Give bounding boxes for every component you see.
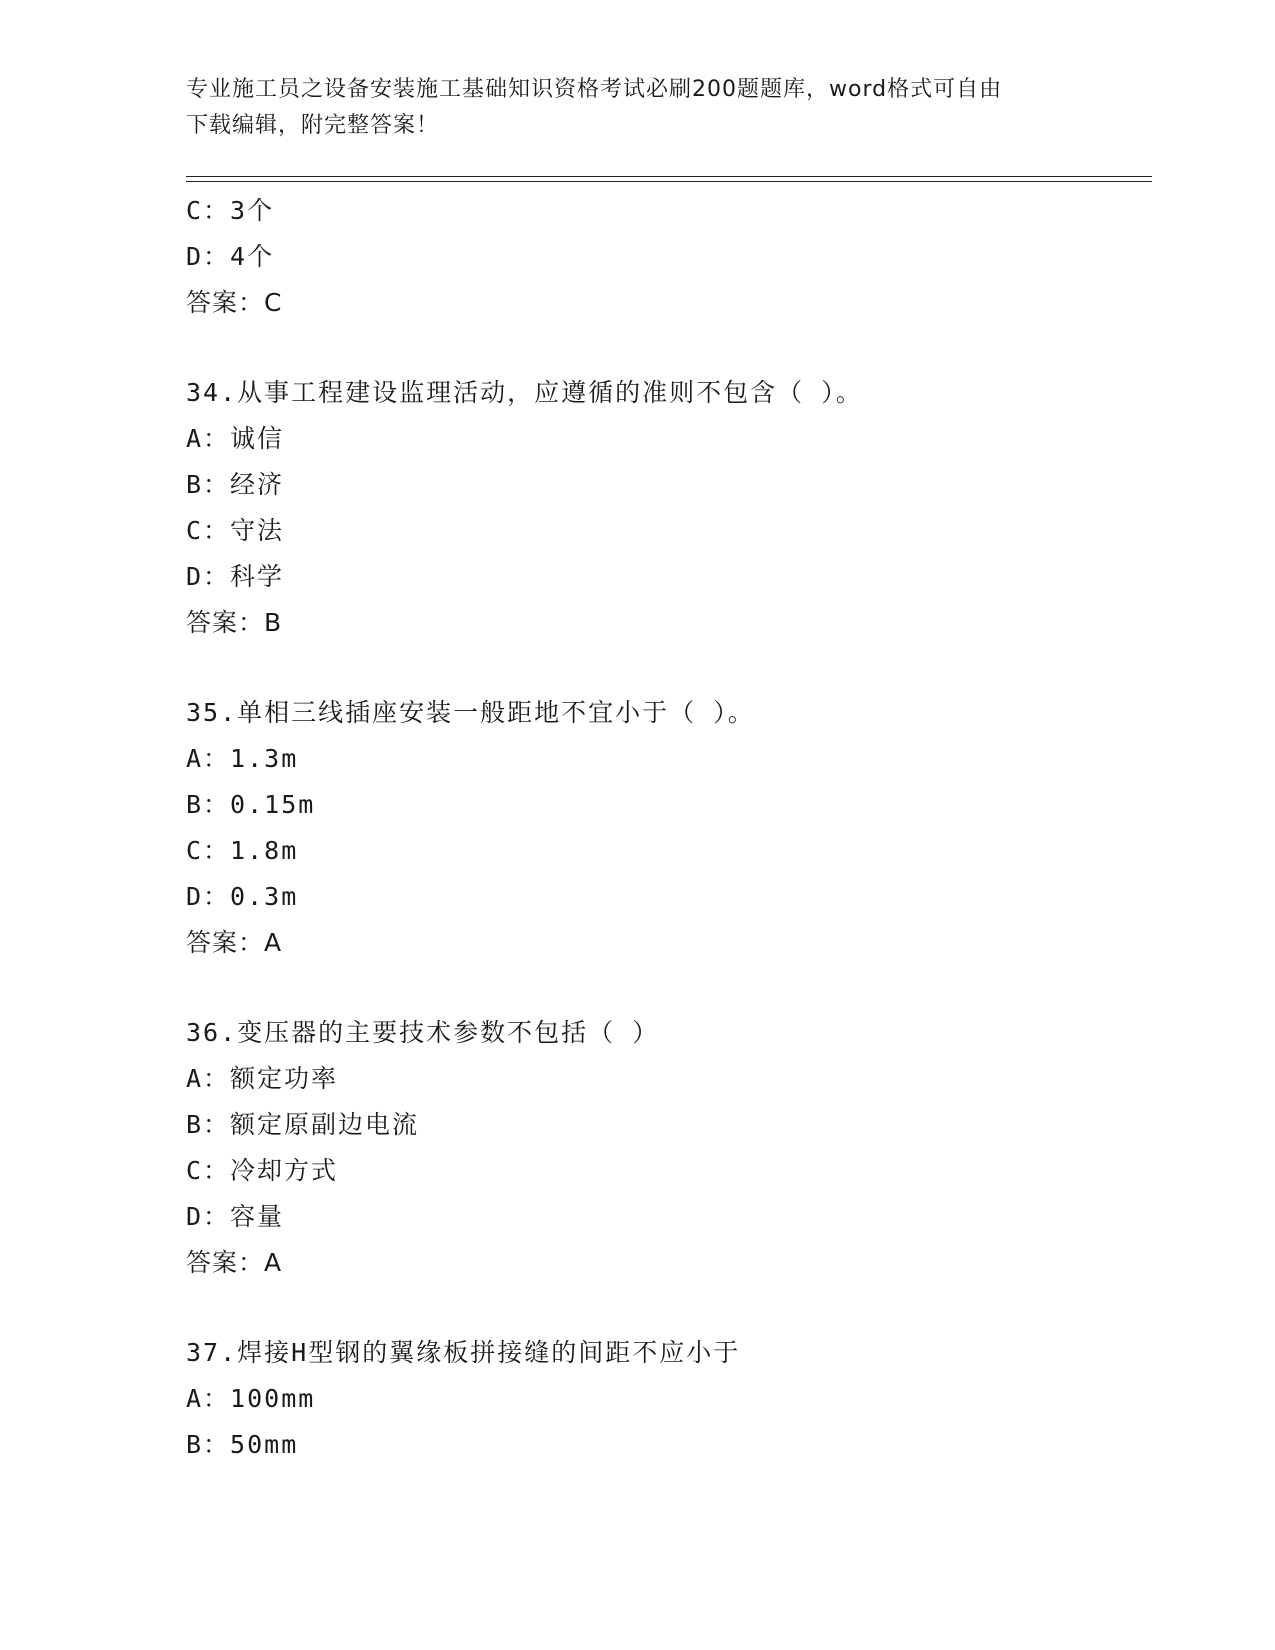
option-d: D：4个 bbox=[186, 242, 275, 271]
option-d: D：0.3m bbox=[186, 882, 299, 911]
option-d: D：容量 bbox=[186, 1202, 285, 1231]
answer-line: 答案：A bbox=[186, 1248, 283, 1277]
header-line-1: 专业施工员之设备安装施工基础知识资格考试必刷200题题库，word格式可自由 bbox=[186, 77, 1003, 102]
header-divider-bottom bbox=[186, 181, 1152, 182]
answer-line: 答案：A bbox=[186, 928, 283, 957]
option-a: A：100mm bbox=[186, 1384, 316, 1413]
header-divider-top bbox=[186, 176, 1152, 177]
option-c: C：守法 bbox=[186, 516, 285, 545]
answer-line: 答案：C bbox=[186, 288, 283, 317]
option-a: A：额定功率 bbox=[186, 1064, 339, 1093]
question-title: 35.单相三线插座安装一般距地不宜小于（ ）。 bbox=[186, 698, 755, 727]
option-c: C：3个 bbox=[186, 196, 275, 225]
question-block-partial bbox=[186, 188, 1152, 326]
option-b: B：50mm bbox=[186, 1430, 299, 1459]
question-block-34 bbox=[186, 370, 1152, 646]
question-title: 34.从事工程建设监理活动，应遵循的准则不包含（ ）。 bbox=[186, 378, 863, 407]
question-block-35 bbox=[186, 690, 1152, 966]
option-c: C：冷却方式 bbox=[186, 1156, 339, 1185]
option-b: B：额定原副边电流 bbox=[186, 1110, 420, 1139]
question-block-37 bbox=[186, 1330, 1152, 1468]
header-line-2: 下载编辑，附完整答案！ bbox=[186, 113, 440, 138]
answer-line: 答案：B bbox=[186, 608, 283, 637]
document-header bbox=[186, 72, 1066, 144]
question-title: 36.变压器的主要技术参数不包括（ ） bbox=[186, 1018, 660, 1047]
question-list bbox=[186, 188, 1152, 1468]
option-d: D：科学 bbox=[186, 562, 285, 591]
option-a: A：1.3m bbox=[186, 744, 299, 773]
option-b: B：经济 bbox=[186, 470, 285, 499]
option-a: A：诚信 bbox=[186, 424, 285, 453]
question-title: 37.焊接H型钢的翼缘板拼接缝的间距不应小于 bbox=[186, 1338, 741, 1367]
option-b: B：0.15m bbox=[186, 790, 316, 819]
option-c: C：1.8m bbox=[186, 836, 299, 865]
question-block-36 bbox=[186, 1010, 1152, 1286]
